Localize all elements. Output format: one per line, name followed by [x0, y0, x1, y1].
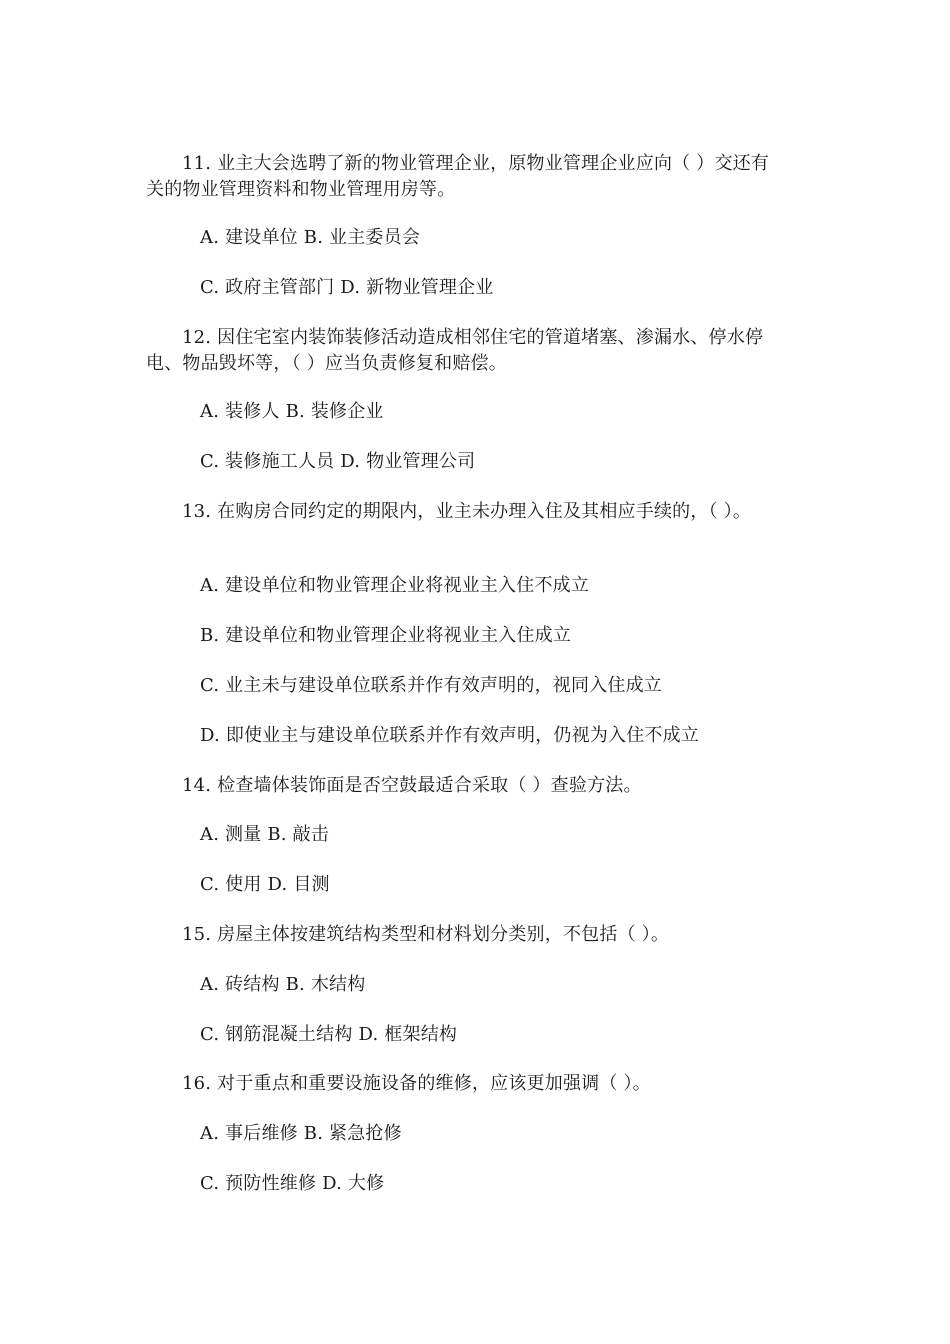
question-14-options-ab: A. 测量 B. 敲击	[200, 824, 330, 845]
question-13-text: 13. 在购房合同约定的期限内，业主未办理入住及其相应手续的，（ ）。	[182, 501, 752, 522]
question-13-option-c: C. 业主未与建设单位联系并作有效声明的，视同入住成立	[200, 675, 662, 696]
question-15-text: 15. 房屋主体按建筑结构类型和材料划分类别，不包括（ ）。	[182, 924, 670, 945]
question-13-option-b: B. 建设单位和物业管理企业将视业主入住成立	[200, 625, 572, 646]
question-12-text-continued: 电、物品毁坏等，（ ）应当负责修复和赔偿。	[146, 353, 507, 374]
question-16-text: 16. 对于重点和重要设施设备的维修，应该更加强调（ ）。	[182, 1073, 651, 1094]
question-11-options-ab: A. 建设单位 B. 业主委员会	[200, 227, 421, 248]
question-11-text: 11. 业主大会选聘了新的物业管理企业，原物业管理企业应向（ ）交还有	[182, 153, 770, 174]
question-15-options-cd: C. 钢筋混凝土结构 D. 框架结构	[200, 1024, 458, 1045]
question-16-options-cd: C. 预防性维修 D. 大修	[200, 1173, 385, 1194]
question-11-options-cd: C. 政府主管部门 D. 新物业管理企业	[200, 277, 494, 298]
question-16-options-ab: A. 事后维修 B. 紧急抢修	[200, 1123, 402, 1144]
question-12-options-cd: C. 装修施工人员 D. 物业管理公司	[200, 451, 476, 472]
question-13-option-a: A. 建设单位和物业管理企业将视业主入住不成立	[200, 575, 590, 596]
question-14-options-cd: C. 使用 D. 目测	[200, 874, 330, 895]
question-11-text-continued: 关的物业管理资料和物业管理用房等。	[146, 179, 456, 200]
question-15-options-ab: A. 砖结构 B. 木结构	[200, 974, 366, 995]
question-13-option-d: D. 即使业主与建设单位联系并作有效声明，仍视为入住不成立	[200, 725, 700, 746]
question-12-text: 12. 因住宅室内装饰装修活动造成相邻住宅的管道堵塞、渗漏水、停水停	[182, 327, 764, 348]
question-14-text: 14. 检查墙体装饰面是否空鼓最适合采取（ ）查验方法。	[182, 775, 642, 796]
question-12-options-ab: A. 装修人 B. 装修企业	[200, 401, 384, 422]
